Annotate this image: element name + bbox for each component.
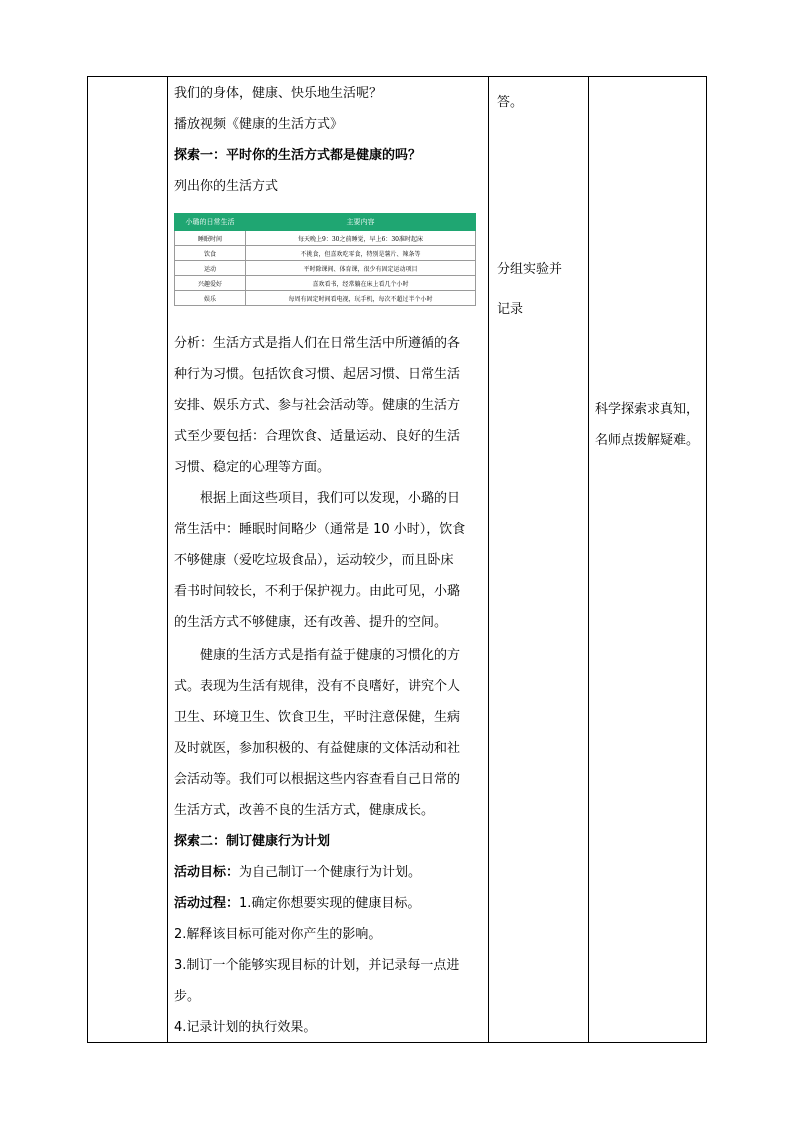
column-divider — [87, 76, 88, 1043]
activity-goal-label: 活动目标： — [174, 865, 240, 880]
table-cell: 睡眠时间 — [175, 231, 246, 246]
table-row — [175, 276, 476, 291]
paragraph-line: 常生活中：睡眠时间略少（通常是 10 小时），饮食 — [174, 522, 466, 537]
paragraph-line: 看书时间较长，不利于保护视力。由此可见，小璐 — [174, 584, 461, 599]
table-top-border — [87, 76, 707, 77]
step-line: 4.记录计划的执行效果。 — [174, 1020, 317, 1035]
column-divider — [488, 76, 489, 1043]
explore-one-heading: 探索一：平时你的生活方式都是健康的吗？ — [174, 148, 422, 163]
group-experiment-text: 分组实验并 — [497, 262, 563, 277]
table-cell: 饮食 — [175, 246, 246, 261]
paragraph-line: 生活方式，改善不良的生活方式，健康成长。 — [174, 803, 435, 818]
table-cell: 每天晚上9：30之前睡觉，早上6：30准时起床 — [246, 231, 476, 246]
daily-life-table — [174, 213, 476, 306]
table-cell: 娱乐 — [175, 291, 246, 306]
paragraph-line: 不够健康（爱吃垃圾食品），运动较少，而且卧床 — [174, 553, 454, 568]
table-cell: 喜欢看书，经常躺在床上看几个小时 — [246, 276, 476, 291]
analysis-line: 种行为习惯。包括饮食习惯、起居习惯、日常生活 — [174, 367, 461, 382]
activity-process — [174, 896, 420, 912]
text-line: 播放视频《健康的生活方式》 — [174, 117, 344, 132]
activity-goal — [174, 865, 421, 881]
table-row — [175, 246, 476, 261]
table-cell: 不挑食，但喜欢吃零食，特别是薯片、辣条等 — [246, 246, 476, 261]
table-cell: 运动 — [175, 261, 246, 276]
analysis-line: 分析：生活方式是指人们在日常生活中所遵循的各 — [174, 336, 461, 351]
paragraph-line: 式。表现为生活有规律，没有不良嗜好，讲究个人 — [174, 679, 461, 694]
analysis-line: 式至少要包括：合理饮食、适量运动、良好的生活 — [174, 429, 461, 444]
paragraph-line: 的生活方式不够健康，还有改善、提升的空间。 — [174, 615, 448, 630]
table-cell: 每周有固定时间看电视，玩手机，每次不超过半个小时 — [246, 291, 476, 306]
table-header-cell: 小璐的日常生活 — [175, 214, 246, 231]
design-intent-text: 名师点拨解疑难。 — [595, 433, 700, 448]
explore-two-heading: 探索二：制订健康行为计划 — [174, 834, 331, 849]
step-line: 3.制订一个能够实现目标的计划，并记录每一点进 — [174, 958, 460, 973]
step-line: 2.解释该目标可能对你产生的影响。 — [174, 927, 382, 942]
table-row — [175, 291, 476, 306]
student-answer-text: 答。 — [497, 95, 524, 110]
column-divider — [167, 76, 168, 1043]
table-bottom-border — [87, 1042, 707, 1043]
daily-life-table-header — [175, 214, 476, 231]
table-cell: 兴趣爱好 — [175, 276, 246, 291]
activity-process-label: 活动过程： — [174, 896, 240, 911]
paragraph-line: 卫生、环境卫生、饮食卫生，平时注意保健，生病 — [174, 710, 461, 725]
table-row — [175, 231, 476, 246]
paragraph-line: 及时就医，参加积极的、有益健康的文体活动和社 — [174, 741, 461, 756]
table-cell: 平时除课间、体育课，很少有固定运动项目 — [246, 261, 476, 276]
analysis-line: 习惯、稳定的心理等方面。 — [174, 460, 331, 475]
activity-goal-text: 为自己制订一个健康行为计划。 — [239, 865, 422, 880]
text-line: 列出你的生活方式 — [174, 179, 279, 194]
design-intent-text: 科学探索求真知， — [595, 402, 700, 417]
step-line: 步。 — [174, 989, 201, 1004]
group-experiment-text: 记录 — [497, 302, 524, 317]
column-divider — [706, 76, 707, 1043]
activity-process-text: 1.确定你想要实现的健康目标。 — [239, 896, 421, 911]
table-row — [175, 261, 476, 276]
paragraph-line: 健康的生活方式是指有益于健康的习惯化的方 — [200, 648, 461, 663]
table-header-cell: 主要内容 — [246, 214, 476, 231]
text-line: 我们的身体，健康、快乐地生活呢？ — [174, 86, 383, 101]
analysis-line: 安排、娱乐方式、参与社会活动等。健康的生活方 — [174, 398, 461, 413]
paragraph-line: 根据上面这些项目，我们可以发现，小璐的日 — [200, 491, 461, 506]
paragraph-line: 会活动等。我们可以根据这些内容查看自己日常的 — [174, 772, 461, 787]
column-divider — [588, 76, 589, 1043]
